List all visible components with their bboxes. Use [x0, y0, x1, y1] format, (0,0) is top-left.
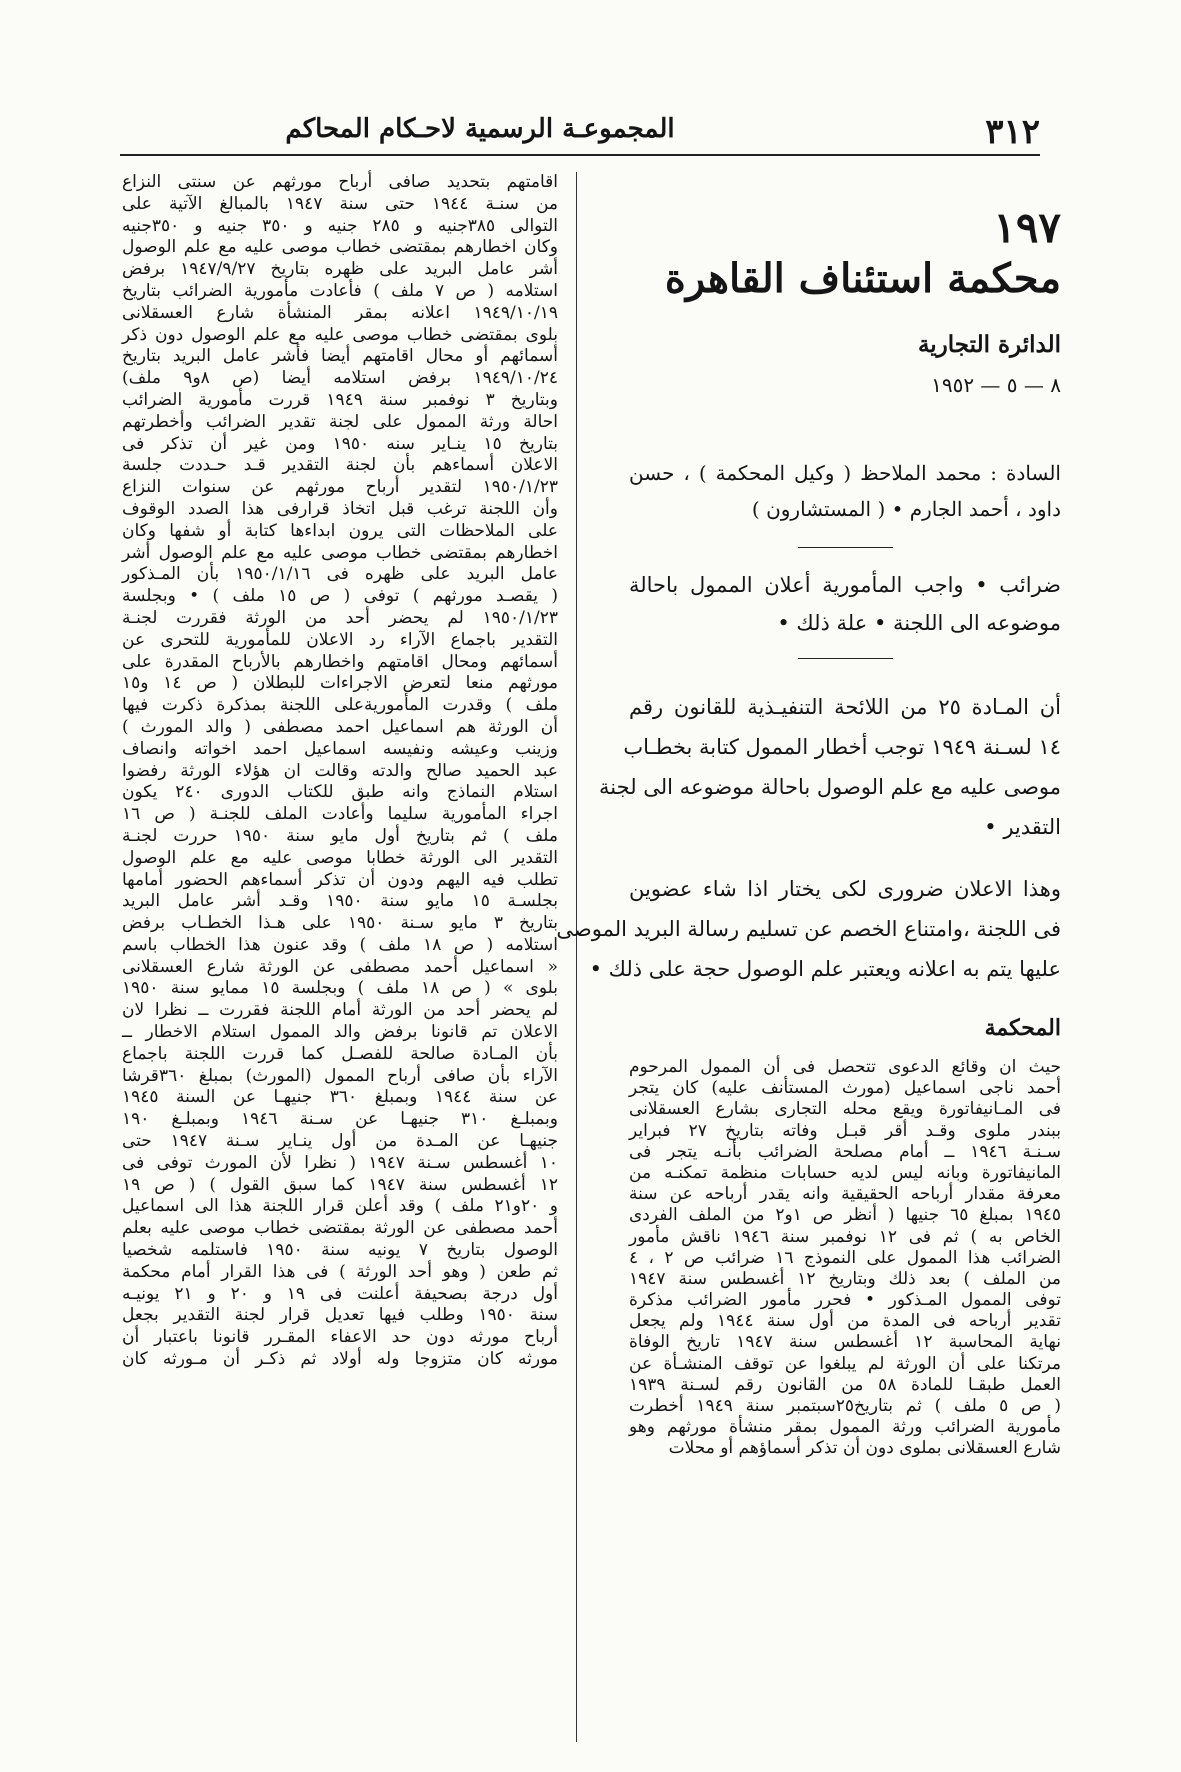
court-circuit: الدائرة التجارية	[917, 331, 1061, 358]
text-line: احالة ورثة الممول على لجنة تقدير الضرائب وأخطرتهم	[122, 411, 558, 432]
text-line: أول درجة بصحيفة أعلنت فى ١٩ و ٢٠ و ٢١ يونيـه	[122, 1283, 558, 1304]
text-line: « اسماعيل أحمد مصطفى عن الورثة شارع العسقلانى	[122, 956, 558, 977]
left-column	[122, 172, 558, 1371]
text-line: بجلسـة ١٥ مايو سنة ١٩٥٠ وقـد أشر عامل البريد	[122, 891, 558, 912]
text-line: بلوى » ( ص ١٨ ملف ) وبجلسة ١٥ ممايو سنة ١٩٥٠	[122, 978, 559, 999]
text-line: معرفة مقدار أرباحه الحقيقية وانه يقدر أرباحه عن سنة	[629, 1184, 1061, 1205]
text-line: تقدير أرباحه فى المدة من أول سنة ١٩٤٤ ولم يجعل	[629, 1311, 1061, 1332]
text-line: ملف ) ثم بتاريخ أول مايو سنة ١٩٥٠ حررت لجنـة	[122, 825, 558, 846]
text-line: بتاريخ ١٥ ينـاير سنه ١٩٥٠ ومن غير أن تذكر فى	[122, 433, 558, 454]
text-line: أن الورثة هم اسماعيل احمد مصطفى ( والد المورث )	[122, 716, 558, 737]
text-line: عليها يتم به اعلانه ويعتبر علم الوصول حجة على ذلك •	[589, 957, 1061, 981]
text-line: السادة : محمد الملاحظ ( وكيل المحكمة ) ، حسن	[629, 461, 1061, 485]
text-line: جنيهـا عن المـدة من أول ينـاير سـنة ١٩٤٧ حتى	[122, 1131, 558, 1152]
text-line: نهاية المحاسبة ١٢ أغسطس سنة ١٩٤٧ تاريخ الوفاة	[629, 1332, 1061, 1353]
text-line: ١٩٤٩/١٠/٢٤ برفض استلامه أيضا (ص ٨و٩ ملف)	[122, 368, 559, 389]
text-line: موصى عليه مع علم الوصول باحالة موضوعه الى لجنة	[599, 775, 1061, 799]
text-line: الضرائب هذا الممول على النموذج ١٦ ضرائب ص ٢ ، ٤	[629, 1247, 1062, 1268]
case-number: ١٩٧	[993, 203, 1061, 252]
text-line: فى المـانيفاتورة ويقع محله التجارى بشارع العسقلانى	[629, 1099, 1061, 1120]
text-line: تطلب فيه اليهم ودون أن تذكر أسماءهم الحضور أمامها	[122, 869, 558, 890]
text-line: استلام النماذج وانه طبق للكتاب الدورى ٢٤٠ يكون	[122, 782, 559, 803]
text-line: الوصول بتاريخ ٧ يونيه سنة ١٩٥٠ فاستلمه شخصيا	[122, 1240, 558, 1261]
text-line: بتاريخ ٣ مايو سـنة ١٩٥٠ على هـذا الخطـاب برفض	[122, 913, 559, 934]
text-line: وكان اخطارهم بمقتضى خطاب موصى عليه مع علم الوصول	[122, 237, 558, 258]
judgment-date: ٨ — ٥ — ١٩٥٢	[931, 373, 1061, 397]
text-line: استلامه ( ص ١٨ ملف ) وقد عنون هذا الخطاب باسم	[122, 934, 558, 955]
text-line: وزينب وعيشه ونفيسه اسماعيل احمد اخواته وانصاف	[122, 738, 558, 759]
text-line: سـنـة ١٩٤٦ ــ أمام مصلحة الضرائب بأنـه يتجر فى	[629, 1141, 1061, 1162]
page-header	[120, 108, 1040, 158]
text-line: سنة ١٩٥٠ وطلب فيها تعديل قرار لجنة التقدير بجعل	[122, 1305, 558, 1326]
text-line: اقامتهم بتحديد صافى أرباح مورثهم عن سنتى النزاع	[122, 172, 558, 192]
text-line: ( يقصـد مورثهم ) توفى ( ص ١٥ ملف ) • وبجلسة	[122, 586, 558, 607]
text-line: وبمبلـغ ٣١٠ جنيهـا عن سـنة ١٩٤٦ وبمبلـغ ١٩٠	[122, 1109, 558, 1130]
text-line: توفى الممول المـذكور • فحرر مأمور الضرائب مذكرة	[629, 1290, 1061, 1311]
text-line: العمل طبقـا للمادة ٥٨ من القانون رقم لسـنة ١٩٣٩	[629, 1374, 1061, 1395]
text-line: الاعلان أسماءهم بأن لجنة التقدير قـد حـددت جلسة	[122, 455, 558, 476]
text-line: عبد الحميد صالح والدته وقالت ان هؤلاء الورثة رفضوا	[122, 760, 558, 781]
text-line: أشر عامل البريد على ظهره بتاريخ ١٩٤٧/٩/٢٧ برفض	[122, 259, 558, 280]
section-heading: المحكمة	[984, 1015, 1061, 1041]
judgment-body-right	[629, 1057, 1061, 1460]
text-line: التقدير •	[984, 815, 1061, 839]
text-line: ١٩٥٠/١/٢٣ لتقدير أرباح مورثهم عن سنوات النزاع	[122, 477, 558, 498]
text-line: التقدير الى الورثة خطابا موصى عليه مع علم الوصول	[122, 847, 558, 868]
judges-paragraph	[629, 455, 1061, 527]
text-line: ملف ) وقدرت المأموريةعلى اللجنة بمذكرة ذكرت فيها	[122, 695, 558, 716]
text-line: المانيفاتورة وبانه ليس لديه حسابات منظمة تمكنـه من	[629, 1162, 1061, 1183]
legal-principle-paragraph	[599, 687, 1061, 847]
text-line: وأن اللجنة ترغب قبل اتخاذ قرارفى هذا الصدد الوقوف	[122, 498, 558, 519]
text-line: حيث ان وقائع الدعوى تتحصل فى أن الممول المرحوم	[629, 1057, 1061, 1077]
keywords-paragraph	[629, 566, 1061, 642]
text-line: ١٩٤٥ بمبلغ ٦٥ جنيها ( أنظر ص ١و٢ من الملف الفردى	[629, 1205, 1061, 1226]
text-line: أرباح مورثه دون حد الاعفاء المقـرر قانونا باعتبار أن	[122, 1327, 558, 1348]
text-line: و ٢٠و٢١ ملف ) وقد أعلن قرار اللجنة هذا الى اسماعيل	[122, 1196, 558, 1217]
column-divider	[576, 172, 577, 1742]
right-column	[556, 175, 1062, 1460]
separator-rule	[798, 658, 893, 659]
text-line: وبتاريخ ٣ نوفمبر سنة ١٩٤٩ قررت مأمورية الضرائب	[122, 389, 558, 410]
text-line: من الملف ) بعد ذلك وبتاريخ ١٢ أغسطس سنة ١٩٤٧	[629, 1268, 1061, 1289]
text-line: داود ، أحمد الجارم • ( المستشارون )	[751, 497, 1061, 521]
text-line: عامل البريد على ظهره فى ١٩٥٠/١/١٦ بأن المـذكور	[122, 564, 558, 585]
text-line: ( ص ٥ ملف ) ثم بتاريخ٢٥سبتمبر سنة ١٩٤٩ أخطرت	[629, 1396, 1061, 1416]
page-number: ٣١٢	[985, 112, 1040, 152]
text-line: التوالى ٣٨٥جنيه و ٢٨٥ جنيه و ٣٥٠ جنيه و ٣٥٠جنيه	[122, 215, 558, 236]
text-line: أسمائهم أو محال اقامتهم أيضا فأشر عامل البريد بتاريخ	[122, 346, 558, 367]
text-line: ١٩٤٩/١٠/١٩ اعلانه بمقر المنشأة شارع العسقلانى	[122, 302, 558, 323]
text-line: على الملاحظات التى يرون ابداءها كتابة أو شفها وكان	[122, 520, 558, 541]
text-line: شارع العسقلانى بملوى دون أن تذكر أسماؤهم أو محلات	[668, 1438, 1061, 1459]
text-line: بلوى بمقتضى خطاب موصى عليه مع علم الوصول دون ذكر	[122, 324, 558, 345]
text-line: أسمائهم ومحال اقامتهم واخطارهم بالأرباح المقدرة على	[122, 651, 558, 672]
running-title: المجموعـة الرسمية لاحـكام المحاكم	[285, 114, 675, 144]
text-line: ١٠ أغسطس سـنة ١٩٤٧ ( نظرا لأن المورث توفى فى	[122, 1152, 558, 1173]
text-line: الخاص به ) ثم فى ١٢ نوفمبر سنة ١٩٤٦ ناقش مأمور	[629, 1226, 1061, 1247]
text-line: وهذا الاعلان ضرورى لكى يختار اذا شاء عضوين	[629, 877, 1061, 901]
text-line: عن سنة ١٩٤٤ وبمبلغ ٣٦٠ جنيهـا عن السنة ١٩٤٥	[122, 1087, 558, 1108]
separator-rule	[798, 547, 893, 548]
text-line: مورثه كان متزوجا وله أولاد ثم ذكـر أن مـورثه كان	[122, 1349, 558, 1370]
header-rule	[120, 154, 1040, 156]
text-line: اجراء المأمورية سليما وأعادت الملف للجنـة ( ص ١٦	[122, 804, 558, 825]
text-line: فى اللجنة ،وامتناع الخصم عن تسليم رسالة البريد الموصى	[556, 917, 1061, 941]
court-name: محكمة استئناف القاهرة	[664, 255, 1061, 302]
text-line: الآراء بأن صافى أرباح الممول (المورث) بمبلغ ٣٦٠قرشا	[122, 1065, 558, 1086]
text-line: اخطارهم بمقتضى خطاب موصى عليه مع علم الوصول أشر	[122, 542, 558, 563]
text-line: استلامه ( ص ٧ ملف ) فأعادت مأمورية الضرائب بتاريخ	[122, 280, 558, 301]
text-line: لم يحضر أحد من الورثة أمام اللجنة فقررت ــ نظرا لان	[122, 1000, 558, 1021]
text-line: أحمد ناجى اسماعيل (مورث المستأنف عليه) كان يتجر	[629, 1078, 1061, 1099]
text-line: ١٤ لسـنة ١٩٤٩ توجب أخطار الممول كتابة بخطـاب	[623, 735, 1061, 759]
text-line: أن المـادة ٢٥ من اللائحة التنفيـذية للقانون رقم	[629, 695, 1061, 719]
text-line: موضوعه الى اللجنة • علة ذلك •	[777, 611, 1061, 635]
text-line: بأن المـادة صالحة للفصـل كما قررت اللجنة باجماع	[122, 1043, 558, 1064]
text-line: أحمد مصطفى عن الورثة بمقتضى خطاب موصى عليه بعلم	[122, 1218, 558, 1239]
judgment-body-left	[122, 172, 558, 1371]
legal-principle-paragraph	[556, 869, 1061, 989]
text-line: ثم طعن ( وهو أحد الورثة ) فى هذا القرار أمام محكمة	[122, 1261, 558, 1282]
text-line: ١٩٥٠/١/٢٣ لم يحضر أحد من الورثة فقررت لجنـة	[122, 607, 558, 628]
text-line: ببندر ملوى وقـد أقر قبـل وفاته بتاريخ ٢٧ فبراير	[629, 1120, 1062, 1141]
text-line: مورثهم منعا لتعرض الاجراءات للبطلان ( ص ١٤ و١٥	[122, 673, 558, 694]
text-line: ١٢ أغسطس سنة ١٩٤٧ كما سبق القول ) ( ص ١٩	[122, 1174, 558, 1195]
text-line: مأمورية الضرائب ورثة الممول بمقر منشأة مورثهم وهو	[629, 1417, 1061, 1438]
text-line: التقدير باجماع الآراء رد الاعلان للمأمورية للتحرى عن	[122, 629, 558, 650]
text-line: ضرائب • واجب المأمورية أعلان الممول باحالة	[629, 573, 1061, 597]
text-line: الاعلان تم قانونا برفض والد الممول استلام الاخطار ــ	[122, 1022, 558, 1043]
text-line: مرتكنا على أن الورثة لم يبلغوا عن توقف المنشـأة عن	[629, 1353, 1061, 1374]
text-line: من سنـة ١٩٤٤ حتى سنة ١٩٤٧ بالمبالغ الآتية على	[122, 193, 558, 214]
